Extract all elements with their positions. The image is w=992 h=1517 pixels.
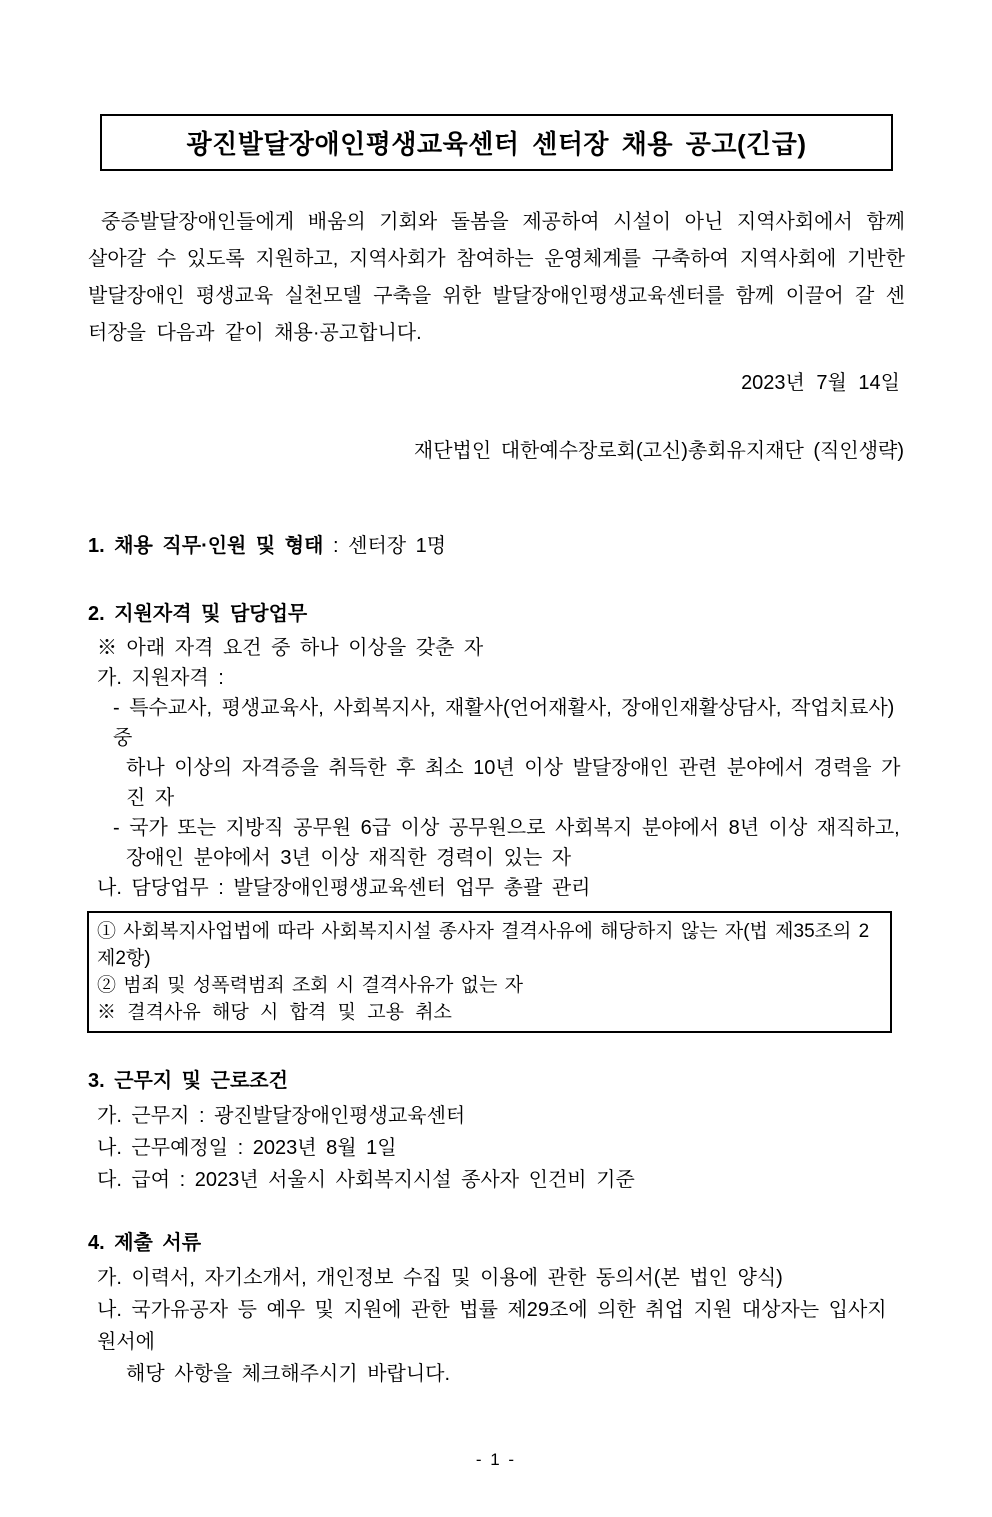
list-item-continuation: 해당 사항을 체크해주시기 바랍니다. xyxy=(126,1363,451,1385)
section1-heading: 1. 채용 직무·인원 및 형태 xyxy=(88,535,324,557)
issuing-organization: 재단법인 대한예수장로회(고신)총회유지재단 (직인생략) xyxy=(413,440,904,462)
disqualification-item: ② 범죄 및 성폭력범죄 조회 시 결격사유가 없는 자 xyxy=(97,975,523,996)
list-item: 하나 이상의 자격증을 취득한 후 최소 10년 이상 발달장애인 관련 분야에서 경력을 가진 자 xyxy=(126,757,901,809)
section3-list xyxy=(88,1100,905,1196)
list-item: 장애인 분야에서 3년 이상 재직한 경력이 있는 자 xyxy=(126,847,572,869)
document-title: 광진발달장애인평생교육센터 센터장 채용 공고(긴급) xyxy=(186,129,807,159)
document-title-box xyxy=(100,114,893,171)
list-item: 다. 급여 : 2023년 서울시 사회복지시설 종사자 인건비 기준 xyxy=(97,1169,635,1191)
disqualification-item: ① 사회복지사업법에 따라 사회복지시설 종사자 결격사유에 해당하지 않는 자(법 제35조의 2 제2항) xyxy=(97,921,870,969)
section-recruitment-position xyxy=(88,531,905,561)
section-submission-documents xyxy=(88,1228,905,1390)
section4-heading: 4. 제출 서류 xyxy=(88,1232,202,1254)
section2-heading: 2. 지원자격 및 담당업무 xyxy=(88,603,308,625)
section2-list xyxy=(88,633,905,903)
disqualification-note: ※ 결격사유 해당 시 합격 및 고용 취소 xyxy=(97,1002,452,1023)
section-work-conditions xyxy=(88,1066,905,1196)
list-item: 가. 이력서, 자기소개서, 개인정보 수집 및 이용에 관한 동의서(본 법인 양식) xyxy=(97,1267,783,1289)
list-item: 나. 근무예정일 : 2023년 8월 1일 xyxy=(97,1137,397,1159)
list-item: - 특수교사, 평생교육사, 사회복지사, 재활사(언어재활사, 장애인재활상담사, 작업치료사) 중 xyxy=(113,697,895,749)
section3-heading: 3. 근무지 및 근로조건 xyxy=(88,1070,288,1092)
disqualification-box xyxy=(87,911,892,1033)
list-item: 나. 담당업무 : 발달장애인평생교육센터 업무 총괄 관리 xyxy=(97,877,591,899)
list-item: 가. 지원자격 : xyxy=(97,667,224,689)
intro-paragraph: 중증발달장애인들에게 배움의 기회와 돌봄을 제공하여 시설이 아닌 지역사회에서 함께 살아갈 수 있도록 지원하고, 지역사회가 참여하는 운영체계를 구축하여 지역사회에 기반한 발달장애인 평생교육 실천모델 구축을 위한 발달장애인평생교육센터를 함께 이끌어 갈 센터장을 다음과 같이 채용·공고합니다. xyxy=(88,211,905,344)
document-page xyxy=(0,114,992,1517)
section-qualifications xyxy=(88,599,905,903)
section1-value: : 센터장 1명 xyxy=(323,535,447,557)
announcement-date: 2023년 7월 14일 xyxy=(741,372,900,394)
list-item: - 국가 또는 지방직 공무원 6급 이상 공무원으로 사회복지 분야에서 8년 이상 재직하고, xyxy=(113,817,900,839)
list-item: 가. 근무지 : 광진발달장애인평생교육센터 xyxy=(97,1105,466,1127)
page-number: - 1 - xyxy=(475,1450,517,1469)
list-item: 나. 국가유공자 등 예우 및 지원에 관한 법률 제29조에 의한 취업 지원 대상자는 입사지원서에 xyxy=(97,1299,887,1353)
list-item: ※ 아래 자격 요건 중 하나 이상을 갖춘 자 xyxy=(97,637,484,659)
section4-list xyxy=(88,1262,905,1390)
